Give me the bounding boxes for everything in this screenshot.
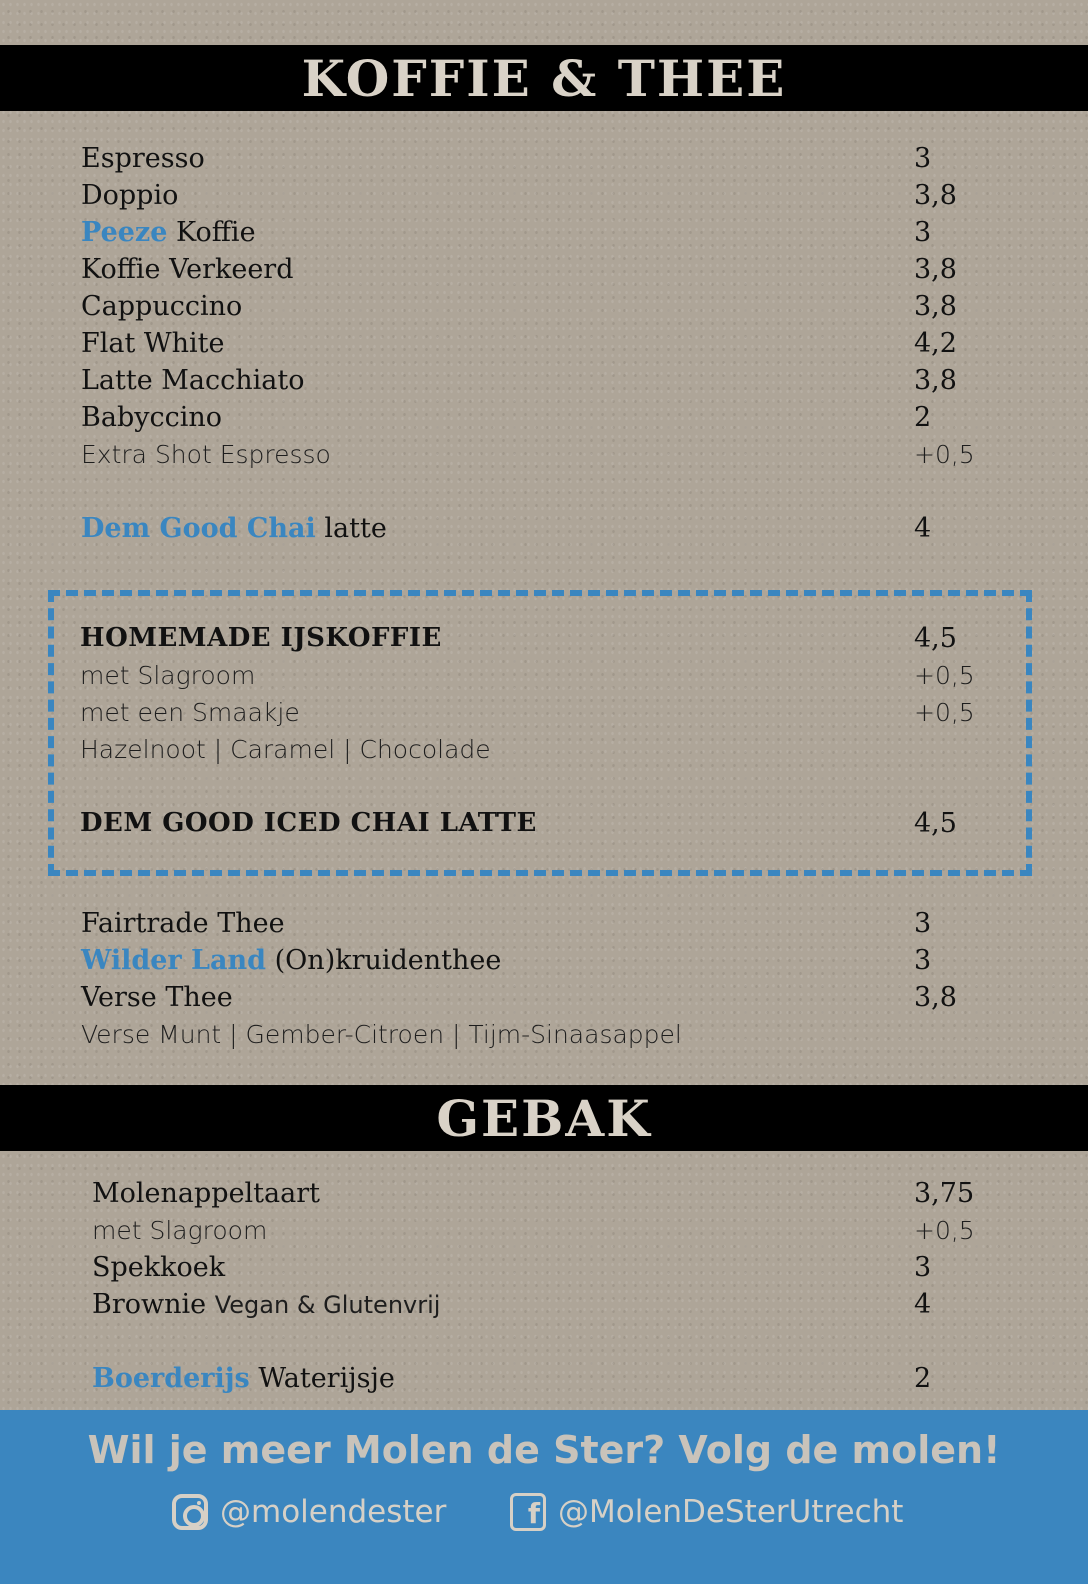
item-price: 4,5 — [914, 808, 957, 839]
item-price: 3 — [914, 143, 932, 174]
brand-name: Boerderijs — [92, 1363, 250, 1394]
gebak-banner — [0, 1085, 1088, 1151]
menu-item — [0, 399, 1088, 436]
item-name: Brownie — [92, 1289, 207, 1320]
item-name: Molenappeltaart — [92, 1178, 320, 1209]
item-name: met Slagroom — [80, 661, 256, 690]
item-price: 3,75 — [914, 1178, 975, 1209]
item-name: Babyccino — [81, 402, 222, 433]
item-price: +0,5 — [914, 440, 975, 469]
menu-item — [0, 1249, 1088, 1286]
menu-item — [0, 325, 1088, 362]
item-name: DEM GOOD ICED CHAI LATTE — [80, 808, 537, 838]
item-price: 3 — [914, 945, 932, 976]
item-price: 4,2 — [914, 328, 957, 359]
menu-item — [0, 510, 1088, 547]
item-price: 3 — [914, 217, 932, 248]
menu-item — [0, 288, 1088, 325]
instagram-handle[interactable]: @molendester — [220, 1494, 447, 1530]
item-name: Waterijsje — [258, 1363, 395, 1394]
menu-item — [0, 140, 1088, 177]
item-name: Hazelnoot | Caramel | Chocolade — [80, 735, 491, 764]
section-title-koffie-thee: KOFFIE & THEE — [301, 48, 787, 108]
item-price: 3,8 — [914, 180, 957, 211]
section-title-gebak: GEBAK — [436, 1088, 652, 1148]
item-name-with-brand — [92, 1360, 395, 1397]
menu-item-extra — [0, 694, 1088, 731]
menu-item — [0, 1360, 1088, 1397]
facebook-handle[interactable]: @MolenDeSterUtrecht — [558, 1494, 904, 1530]
item-name-with-brand — [81, 510, 387, 547]
item-price: +0,5 — [914, 1216, 975, 1245]
menu-item — [0, 1175, 1088, 1212]
item-extra: Vegan & Glutenvrij — [214, 1291, 441, 1319]
menu-item — [0, 251, 1088, 288]
item-price: 2 — [914, 402, 932, 433]
item-price: 3,8 — [914, 291, 957, 322]
item-name: Extra Shot Espresso — [81, 440, 331, 469]
item-name: Espresso — [81, 143, 205, 174]
instagram-link[interactable] — [172, 1490, 446, 1534]
brand-name: Wilder Land — [81, 945, 267, 976]
menu-item — [0, 905, 1088, 942]
item-name-with-brand — [81, 942, 501, 979]
menu-item — [0, 177, 1088, 214]
item-name: Cappuccino — [81, 291, 243, 322]
item-name: Verse Munt | Gember-Citroen | Tijm-Sinaasappel — [81, 1020, 682, 1049]
item-name: met Slagroom — [92, 1216, 268, 1245]
menu-item — [0, 214, 1088, 251]
footer — [0, 1410, 1088, 1584]
footer-slogan: Wil je meer Molen de Ster? Volg de molen! — [87, 1428, 1001, 1472]
item-name: Spekkoek — [92, 1252, 226, 1283]
item-name-with-brand — [81, 214, 256, 251]
item-name: Doppio — [81, 180, 179, 211]
item-price: 3 — [914, 908, 932, 939]
item-price: 3 — [914, 1252, 932, 1283]
item-price: 4 — [914, 513, 932, 544]
menu-item-extra — [0, 657, 1088, 694]
menu-item-extra — [0, 436, 1088, 473]
item-name: HOMEMADE IJSKOFFIE — [80, 623, 442, 653]
menu-item-extra — [0, 1212, 1088, 1249]
item-price: 3,8 — [914, 254, 957, 285]
menu-item — [0, 942, 1088, 979]
item-name: Verse Thee — [81, 982, 233, 1013]
menu-item — [0, 805, 1088, 842]
facebook-link[interactable] — [510, 1490, 903, 1534]
item-price: 2 — [914, 1363, 932, 1394]
menu-item — [0, 620, 1088, 657]
item-price: 4,5 — [914, 623, 957, 654]
item-name: Koffie Verkeerd — [81, 254, 294, 285]
item-name: latte — [324, 513, 387, 544]
item-name-with-extra — [92, 1286, 440, 1324]
koffie-thee-banner — [0, 45, 1088, 111]
item-price: 3,8 — [914, 982, 957, 1013]
item-name: Flat White — [81, 328, 225, 359]
item-name: Fairtrade Thee — [81, 908, 285, 939]
item-price: +0,5 — [914, 661, 975, 690]
instagram-icon — [172, 1494, 208, 1530]
item-price: +0,5 — [914, 698, 975, 727]
item-name: Koffie — [176, 217, 256, 248]
brand-name: Dem Good Chai — [81, 513, 316, 544]
menu-item — [0, 1286, 1088, 1323]
item-price: 4 — [914, 1289, 932, 1320]
item-name: met een Smaakje — [80, 698, 300, 727]
tea-options — [0, 1016, 1088, 1053]
menu-item — [0, 362, 1088, 399]
item-name: Latte Macchiato — [81, 365, 305, 396]
item-price: 3,8 — [914, 365, 957, 396]
brand-name: Peeze — [81, 217, 168, 248]
facebook-icon: f — [510, 1493, 546, 1531]
item-name: (On)kruidenthee — [274, 945, 502, 976]
menu-item — [0, 979, 1088, 1016]
flavor-options — [0, 731, 1088, 768]
